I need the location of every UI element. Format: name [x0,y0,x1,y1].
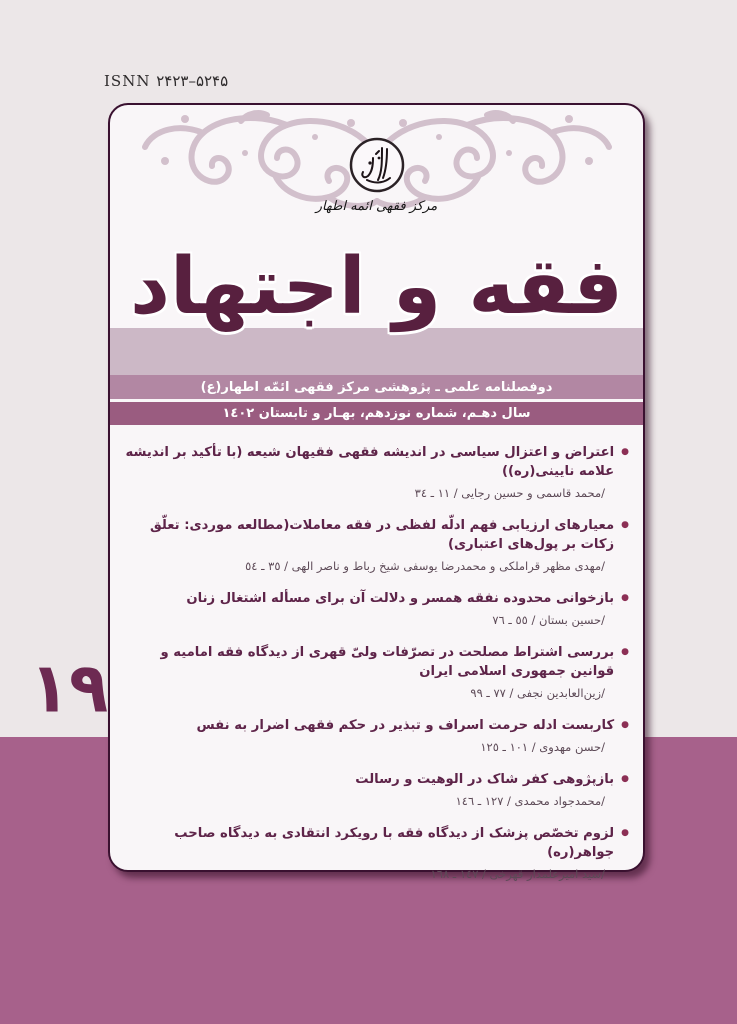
issn-label: ISNN ۲۴۲۳–۵۲۴۵ [104,72,229,90]
article-byline: /سید امیرعلمدار قهرخی / ١٤٧ ـ ١٦٨ [430,867,605,881]
table-of-contents [124,443,629,897]
publisher-name: مرکز فقهی ائمه اطهار [315,199,438,214]
bullet-icon: ● [621,593,629,603]
journal-subtitle: دوفصلنامه علمی ـ پژوهشی مرکز فقهی ائمّه اطهار(ع) [200,379,553,395]
article-title: لزوم تخصّص پزشک از دیدگاه فقه با رویکرد انتقادی به دیدگاه صاحب جواهر(ره) [174,826,615,860]
issue-number-badge: ۱۹ [30,649,109,729]
toc-item [124,824,629,882]
toc-item [124,643,629,701]
article-byline: /حسین بستان / ٥٥ ـ ٧٦ [492,613,605,627]
bullet-icon: ● [621,520,629,530]
article-title: بازخوانی محدوده نفقه همسر و دلالت آن برای مسأله اشتغال زنان [186,591,615,606]
bullet-icon: ● [621,828,629,838]
article-title: اعتراض و اعتزال سیاسی در اندیشه فقهی فقیهان شیعه (با تأکید بر اندیشه علامه نایینی(ره)) [125,445,615,479]
journal-title: فقه و اجتهاد [130,242,623,332]
article-title: کاربست ادله حرمت اسراف و تبذیر در حکم فقهی اضرار به نفس [196,718,615,733]
article-byline: /زین‌العابدین نجفی / ٧٧ ـ ٩٩ [470,686,605,700]
toc-item [124,589,629,628]
toc-item [124,443,629,501]
toc-item [124,770,629,809]
issue-info-band [110,402,643,425]
toc-item [124,716,629,755]
toc-item [124,516,629,574]
publisher-logo-icon [348,136,406,194]
article-title: بررسی اشتراط مصلحت در تصرّفات ولیّ قهری از دیدگاه فقه امامیه و قوانین جمهوری اسلامی ایران [160,645,615,679]
article-byline: /مهدی مظهر قراملکی و محمدرضا یوسفی شیخ رباط و ناصر الهی / ٣٥ ـ ٥٤ [245,559,605,573]
article-title: بازپژوهی کفر شاک در الوهیت و رسالت [355,772,615,787]
journal-subtitle-band [110,375,643,399]
cover-card [108,103,645,881]
bullet-icon: ● [621,647,629,657]
article-byline: /حسن مهدوی / ١٠١ ـ ١٢٥ [480,740,605,754]
bullet-icon: ● [621,774,629,784]
article-byline: /محمدجواد محمدی / ١٢٧ ـ ١٤٦ [455,794,605,808]
article-byline: /محمد قاسمی و حسین رجایی / ١١ ـ ٣٤ [414,486,605,500]
issue-info: سال دهـم، شماره نوزدهم، بهـار و تابستان ١٤٠٢ [222,406,531,421]
bullet-icon: ● [621,720,629,730]
bullet-icon: ● [621,447,629,457]
article-title: معیارهای ارزیابی فهم ادلّه لفظی در فقه معاملات(مطالعه موردی: تعلّق زکات بر پول‌های اعتباری) [149,518,615,552]
